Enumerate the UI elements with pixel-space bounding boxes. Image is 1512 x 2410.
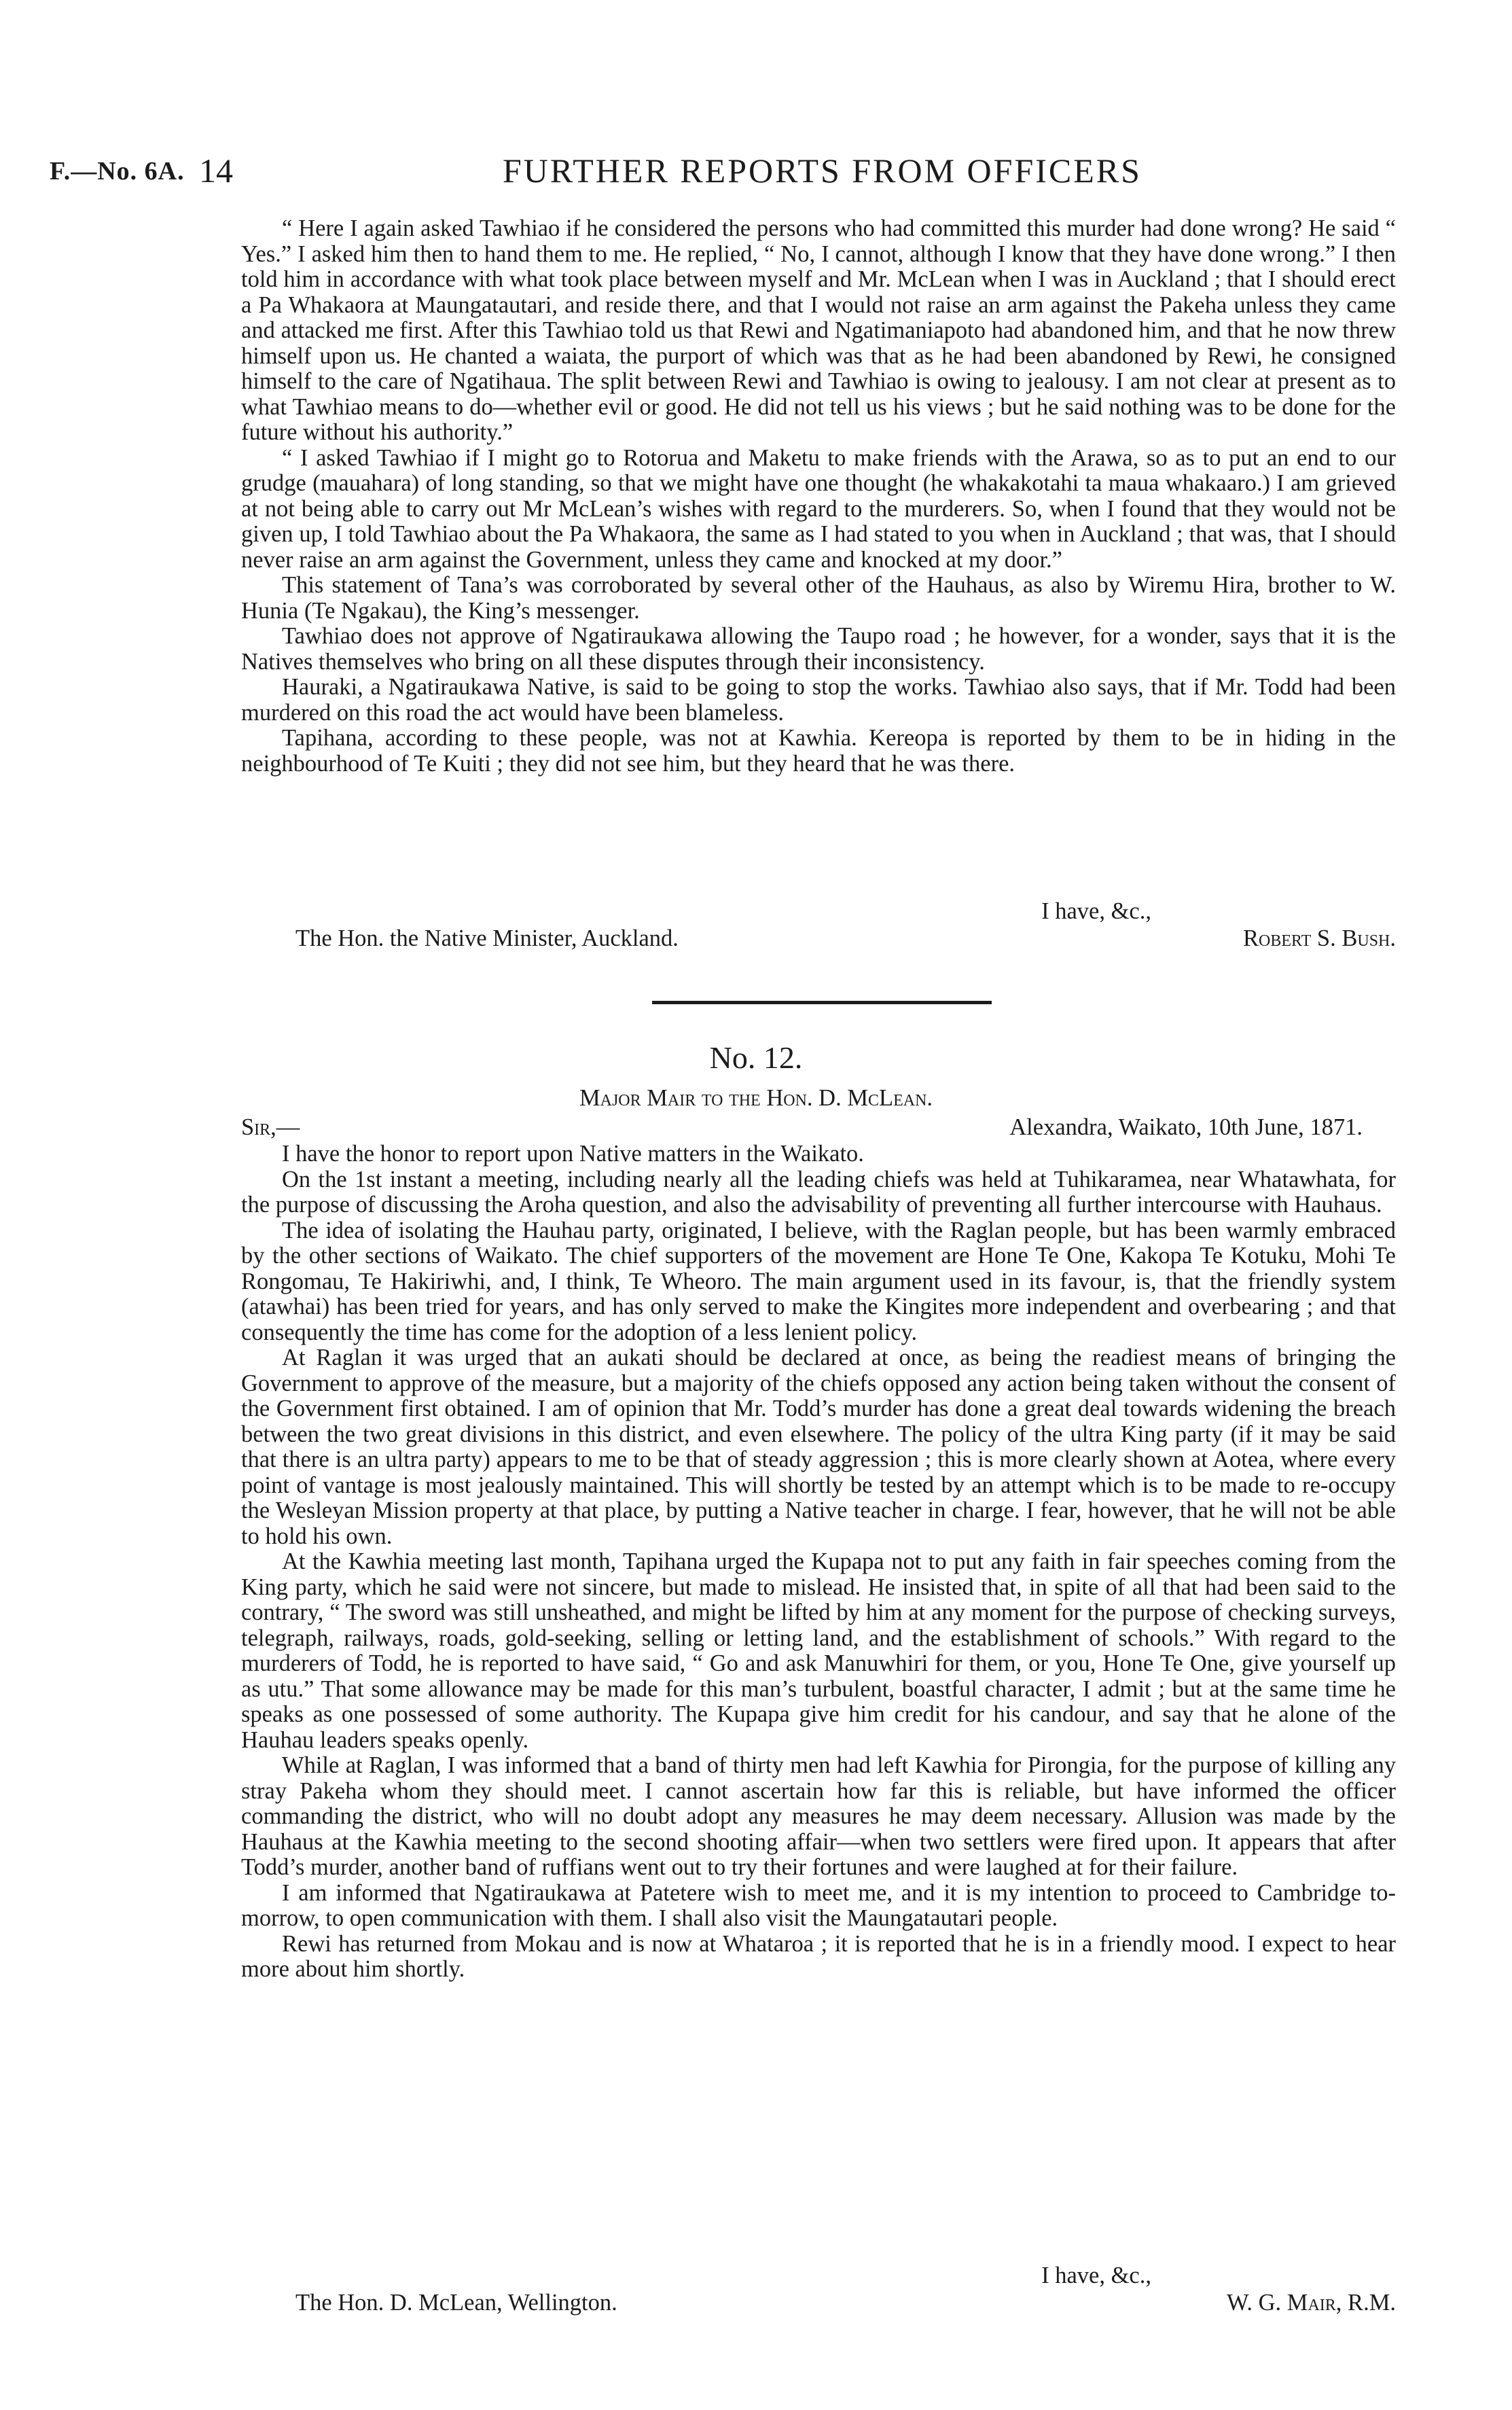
- letter-body: [241, 1141, 1396, 1983]
- paragraph: At Raglan it was urged that an aukati should be declared at once, as being the readiest means of bringing the Government to approve of the measure, but a majority of the chiefs opposed any action being taken without the consent of the Government first obtained. I am of opinion that Mr. Todd’s murder has done a great deal towards widening the breach between the two great divisions in this district, and even elsewhere. The policy of the ultra King party (if it may be said that there is an ultra party) appears to me to be that of steady aggression ; this is more clearly shown at Aotea, where every point of vantage is most jealously maintained. This will shortly be tested by an attempt which is to be made to re-occupy the Wesleyan Mission property at that place, by putting a Native teacher in charge. I fear, however, that he will not be able to hold his own.: [241, 1345, 1396, 1549]
- dateline: Alexandra, Waikato, 10th June, 1871.: [1009, 1114, 1363, 1140]
- paragraph: Tawhiao does not approve of Ngatiraukawa allowing the Taupo road ; he however, for a wonder, says that it is the Natives themselves who bring on all these disputes through their inconsistency.: [241, 623, 1396, 675]
- paragraph: “ Here I again asked Tawhiao if he considered the persons who had committed this murder had done wrong? He said “ Yes.” I asked him then to hand them to me. He replied, “ No, I cannot, although I know that they have done wrong.” I then told him in accordance with what took place between myself and Mr. McLean when I was in Auckland ; that I should erect a Pa Whakaora at Maungatautari, and reside there, and that I would not raise an arm against the Pakeha unless they came and attacked me first. After this Tawhiao told us that Rewi and Ngatimaniapoto had abandoned him, and that he now threw himself upon us. He chanted a waiata, the purport of which was that as he had been abandoned by Rewi, he consigned himself to the care of Ngatihaua. The split between Rewi and Tawhiao is owing to jealousy. I am not clear at present as to what Tawhiao means to do—whether evil or good. He did not tell us his views ; but he said nothing was to be done for the future without his authority.”: [241, 215, 1396, 445]
- page-number: 14: [199, 152, 233, 190]
- signature: Robert S. Bush.: [1243, 925, 1396, 951]
- paragraph: On the 1st instant a meeting, including nearly all the leading chiefs was held at Tuhikaramea, near Whatawhata, for the purpose of discussing the Aroha question, and also the advisability of preventing all further intercourse with Hauhaus.: [241, 1166, 1396, 1218]
- letter-heading: Major Mair to the Hon. D. McLean.: [579, 1085, 933, 1111]
- signature-block-bush: [241, 898, 1396, 953]
- signature: W. G. Mair, R.M.: [1226, 2290, 1396, 2316]
- page-header: [0, 148, 1512, 196]
- closing-line: I have, &c.,: [1041, 2263, 1151, 2288]
- paragraph: This statement of Tana’s was corroborated by several other of the Hauhaus, as also by Wiremu Hira, brother to W. Hunia (Te Ngakau), the King’s messenger.: [241, 572, 1396, 624]
- closing-line: I have, &c.,: [1041, 898, 1151, 924]
- paragraph: While at Raglan, I was informed that a band of thirty men had left Kawhia for Pirongia, for the purpose of killing any stray Pakeha whom they should meet. I cannot ascertain how far this is reliable, but have informed the officer commanding the district, who will no doubt adopt any measures he may deem necessary. Allusion was made by the Hauhaus at the Kawhia meeting to the second shooting affair—when two settlers were fired upon. It appears that after Todd’s murder, another band of ruffians went out to try their fortunes and were laughed at for their failure.: [241, 1752, 1396, 1880]
- document-reference: F.—No. 6A.: [50, 157, 185, 185]
- paragraph: At the Kawhia meeting last month, Tapihana urged the Kupapa not to put any faith in fair speeches coming from the King party, which he said were not sincere, but made to mislead. He insisted that, in spite of all that had been said to the contrary, “ The sword was still unsheathed, and might be lifted by him at any moment for the purpose of checking surveys, telegraph, railways, roads, gold-seeking, selling or letting land, and the establishment of schools.” With regard to the murderers of Todd, he is reported to have said, “ Go and ask Manuwhiri for them, or you, Hone Te One, give yourself up as utu.” That some allowance may be made for this man’s turbulent, boastful character, I admit ; but at the same time he speaks as one possessed of some authority. The Kupapa give him credit for his candour, and say that he alone of the Hauhau leaders speaks openly.: [241, 1548, 1396, 1753]
- running-title: FURTHER REPORTS FROM OFFICERS: [503, 152, 1142, 190]
- addressee: The Hon. the Native Minister, Auckland.: [295, 925, 679, 951]
- paragraph: Tapihana, according to these people, was not at Kawhia. Kereopa is reported by them to be in hiding in the neighbourhood of Te Kuiti ; they did not see him, but they heard that he was there.: [241, 725, 1396, 777]
- report-continuation: [241, 216, 1396, 777]
- paragraph: “ I asked Tawhiao if I might go to Rotorua and Maketu to make friends with the Arawa, so as to put an end to our grudge (mauahara) of long standing, so that we might have one thought (he whakakotahi ta maua whakaaro.) I am grieved at not being able to carry out Mr McLean’s wishes with regard to the murderers. So, when I found that they would not be given up, I told Tawhiao about the Pa Whakaora, the same as I had stated to you when in Auckland ; that was, that I should never raise an arm against the Government, unless they came and knocked at my door.”: [241, 444, 1396, 573]
- paragraph: Hauraki, a Ngatiraukawa Native, is said to be going to stop the works. Tawhiao also says, that if Mr. Todd had been murdered on this road the act would have been blameless.: [241, 674, 1396, 726]
- salutation: Sir,—: [241, 1114, 300, 1140]
- signature-block-mair: [241, 2263, 1396, 2317]
- paragraph: Rewi has returned from Mokau and is now at Whataroa ; it is reported that he is in a friendly mood. I expect to hear more about him shortly.: [241, 1930, 1396, 1982]
- paragraph: I am informed that Ngatiraukawa at Patetere wish to meet me, and it is my intention to proceed to Cambridge to-morrow, to open communication with them. I shall also visit the Maungatautari people.: [241, 1879, 1396, 1931]
- section-divider: [652, 1001, 992, 1004]
- paragraph: The idea of isolating the Hauhau party, originated, I believe, with the Raglan people, but has been warmly embraced by the other sections of Waikato. The chief supporters of the movement are Hone Te One, Kakopa Te Kotuku, Mohi Te Rongomau, Te Hakiriwhi, and, I think, Te Wheoro. The main argument used in its favour, is, that the friendly system (atawhai) has been tried for years, and has only served to make the Kingites more independent and overbearing ; and that consequently the time has come for the adoption of a less lenient policy.: [241, 1217, 1396, 1345]
- addressee: The Hon. D. McLean, Wellington.: [295, 2290, 617, 2316]
- letter-number: No. 12.: [709, 1040, 803, 1075]
- paragraph: I have the honor to report upon Native matters in the Waikato.: [282, 1141, 864, 1167]
